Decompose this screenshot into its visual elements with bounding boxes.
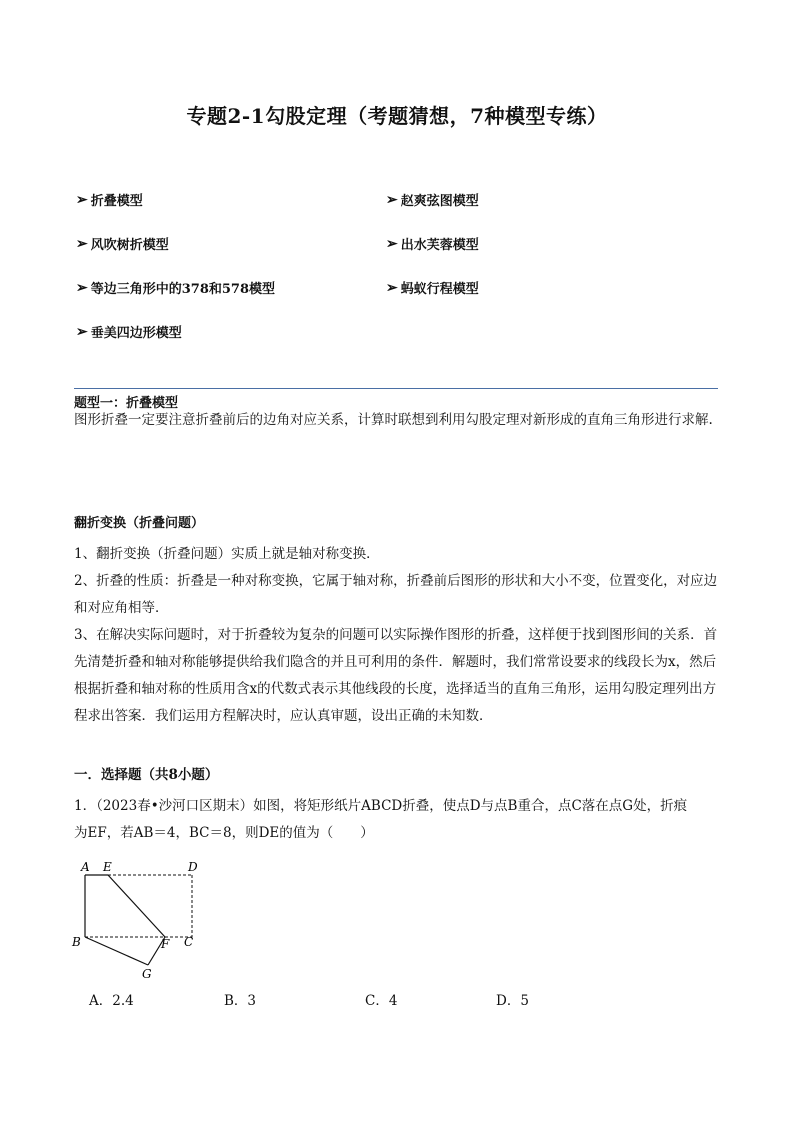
- question-1: [74, 793, 724, 847]
- model-label: 等边三角形中的378和578模型: [90, 282, 276, 297]
- model-item: [76, 322, 182, 341]
- label-C: C: [184, 935, 194, 949]
- model-label: 蚂蚁行程模型: [400, 282, 479, 297]
- label-F: F: [161, 937, 170, 951]
- model-item: [386, 234, 479, 253]
- option-b[interactable]: B．3: [224, 993, 257, 1009]
- model-label: 出水芙蓉模型: [400, 238, 479, 253]
- arrow-bullet-icon: ➢: [76, 191, 88, 208]
- model-item: [76, 234, 169, 253]
- arrow-bullet-icon: ➢: [386, 235, 398, 252]
- model-list: [76, 190, 716, 366]
- label-D: D: [188, 860, 198, 874]
- model-label: 风吹树折模型: [90, 238, 169, 253]
- label-G: G: [142, 967, 152, 981]
- model-item: [76, 190, 143, 209]
- point-item: 1、翻折变换（折叠问题）实质上就是轴对称变换．: [74, 546, 380, 562]
- model-label: 垂美四边形模型: [90, 326, 182, 341]
- arrow-bullet-icon: ➢: [76, 279, 88, 296]
- label-B: B: [72, 935, 81, 949]
- edge-BG: [85, 937, 148, 965]
- edge-EF: [108, 875, 165, 937]
- model-item: [76, 278, 275, 297]
- choice-section-heading: 一．选择题（共8小题）: [74, 767, 219, 783]
- arrow-bullet-icon: ➢: [386, 279, 398, 296]
- page-title: 专题2-1勾股定理（考题猜想，7种模型专练）: [186, 104, 608, 128]
- section-intro: 图形折叠一定要注意折叠前后的边角对应关系，计算时联想到利用勾股定理对新形成的直角三角形进行求解.: [74, 412, 713, 428]
- section-heading: 题型一：折叠模型: [74, 396, 179, 411]
- point-item: 2、折叠的性质：折叠是一种对称变换，它属于轴对称，折叠前后图形的形状和大小不变，位置变化，对应边和对应角相等．: [74, 573, 718, 616]
- model-label: 折叠模型: [90, 194, 143, 209]
- points-list: [74, 541, 724, 730]
- model-label: 赵爽弦图模型: [400, 194, 479, 209]
- section-divider: [74, 388, 718, 389]
- arrow-bullet-icon: ➢: [386, 191, 398, 208]
- model-item: [386, 278, 479, 297]
- arrow-bullet-icon: ➢: [76, 235, 88, 252]
- option-c[interactable]: C．4: [365, 993, 398, 1009]
- point-item: 3、在解决实际问题时，对于折叠较为复杂的问题可以实际操作图形的折叠，这样便于找到图形间的关系．首先清楚折叠和轴对称能够提供给我们隐含的并且可利用的条件．解题时，我们常常设要求的线段长为x，然后根据折叠和轴对称的性质用含x的代数式表示其他线段的长度，选择适当的直角三角形，运用勾股定理列出方程求出答案．我们运用方程解决时，应认真审题，设出正确的未知数．: [74, 627, 718, 724]
- label-E: E: [103, 860, 112, 874]
- sub-heading: 翻折变换（折叠问题）: [74, 516, 205, 531]
- arrow-bullet-icon: ➢: [76, 323, 88, 340]
- option-a[interactable]: A．2.4: [89, 993, 134, 1009]
- folding-figure: [68, 857, 208, 982]
- option-d[interactable]: D．5: [496, 993, 529, 1009]
- label-A: A: [81, 860, 90, 874]
- question-line: 1．（2023春•沙河口区期末）如图，将矩形纸片ABCD折叠，使点D与点B重合，点C落在点G处，折痕: [74, 798, 688, 814]
- model-item: [386, 190, 479, 209]
- question-line: 为EF，若AB＝4，BC＝8，则DE的值为（ ）: [74, 825, 374, 841]
